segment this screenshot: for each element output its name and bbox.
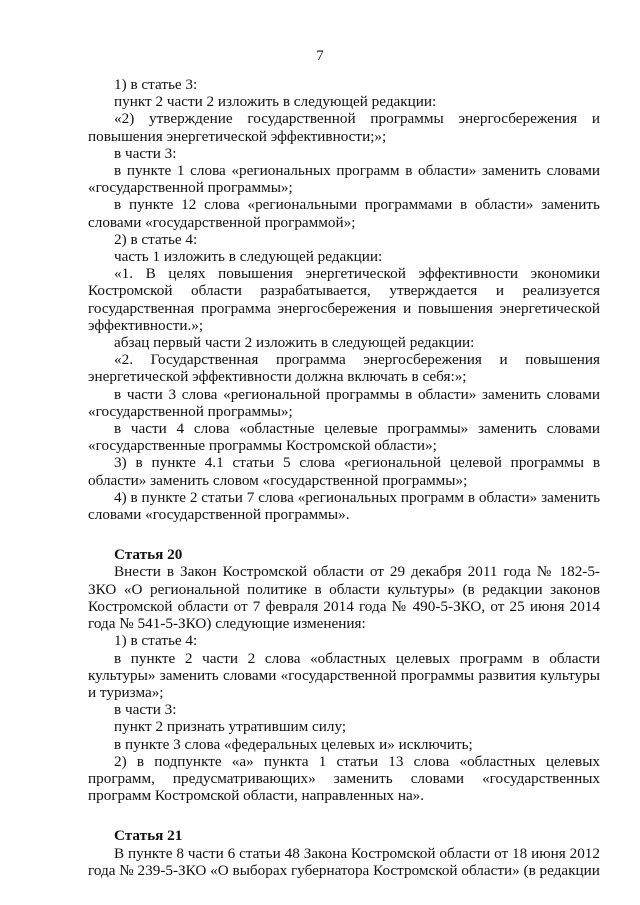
article-20 bbox=[88, 546, 600, 804]
paragraph: в пункте 1 слова «региональных программ в области» заменить словами «государственной программы»; bbox=[88, 162, 600, 197]
paragraph: в пункте 3 слова «федеральных целевых и» исключить; bbox=[114, 735, 473, 753]
article-heading: Статья 20 bbox=[114, 546, 183, 564]
paragraph: «2) утверждение государственной программы энергосбережения и повышения энергетической эффективности;»; bbox=[88, 110, 600, 145]
paragraph: 3) в пункте 4.1 статьи 5 слова «региональной целевой программы в области» заменить словом «государственной программы»; bbox=[88, 454, 600, 489]
paragraph: «2. Государственная программа энергосбережения и повышения энергетической эффективности должна включать в себя:»; bbox=[88, 351, 600, 386]
article-heading: Статья 21 bbox=[114, 827, 183, 845]
paragraph: 2) в подпункте «а» пункта 1 статьи 13 слова «областных целевых программ, предусматривающих» заменить словами «государственных программ Костромской области, направленных на». bbox=[88, 752, 600, 805]
paragraph: в части 3: bbox=[114, 144, 177, 162]
paragraph: 1) в статье 3: bbox=[114, 76, 198, 93]
paragraph: пункт 2 части 2 изложить в следующей редакции: bbox=[114, 93, 437, 111]
paragraph: абзац первый части 2 изложить в следующей редакции: bbox=[114, 334, 475, 352]
paragraph: в части 3 слова «региональной программы в области» заменить словами «государственной программы»; bbox=[88, 385, 600, 420]
paragraph: пункт 2 признать утратившим силу; bbox=[114, 718, 347, 736]
paragraph: Внести в Закон Костромской области от 29 декабря 2011 года № 182-5-ЗКО «О региональной политике в области культуры» (в редакции законов Костромской области от 7 февраля 2014 года № 490-5-ЗКО, от 25 июня 2014 года № 541-5-ЗКО) следующие изменения: bbox=[88, 563, 600, 633]
paragraph: в пункте 12 слова «региональными программами в области» заменить словами «государственной программой»; bbox=[88, 196, 600, 231]
amendments-block bbox=[88, 76, 600, 523]
paragraph: 4) в пункте 2 статьи 7 слова «региональных программ в области» заменить словами «государственной программы». bbox=[88, 488, 600, 524]
paragraph: в части 3: bbox=[114, 701, 177, 719]
paragraph: «1. В целях повышения энергетической эффективности экономики Костромской области разрабатывается, утверждается и реализуется государственная программа энергосбережения и повышения энергетической эффективности.»; bbox=[88, 265, 600, 334]
article-21 bbox=[88, 827, 600, 879]
paragraph: 1) в статье 4: bbox=[114, 632, 198, 650]
document-body bbox=[88, 76, 600, 879]
page-number: 7 bbox=[316, 48, 324, 64]
paragraph: 2) в статье 4: bbox=[114, 230, 198, 248]
paragraph: в части 4 слова «областные целевые программы» заменить словами «государственные программы Костромской области»; bbox=[88, 420, 600, 455]
paragraph: часть 1 изложить в следующей редакции: bbox=[114, 248, 383, 266]
paragraph: в пункте 2 части 2 слова «областных целевых программ в области культуры» заменить словами «государственной программы развития культуры и туризма»; bbox=[88, 649, 600, 701]
paragraph: В пункте 8 части 6 статьи 48 Закона Костромской области от 18 июня 2012 года № 239-5-ЗКО «О выборах губернатора Костромской области» (в редакции bbox=[88, 844, 600, 879]
